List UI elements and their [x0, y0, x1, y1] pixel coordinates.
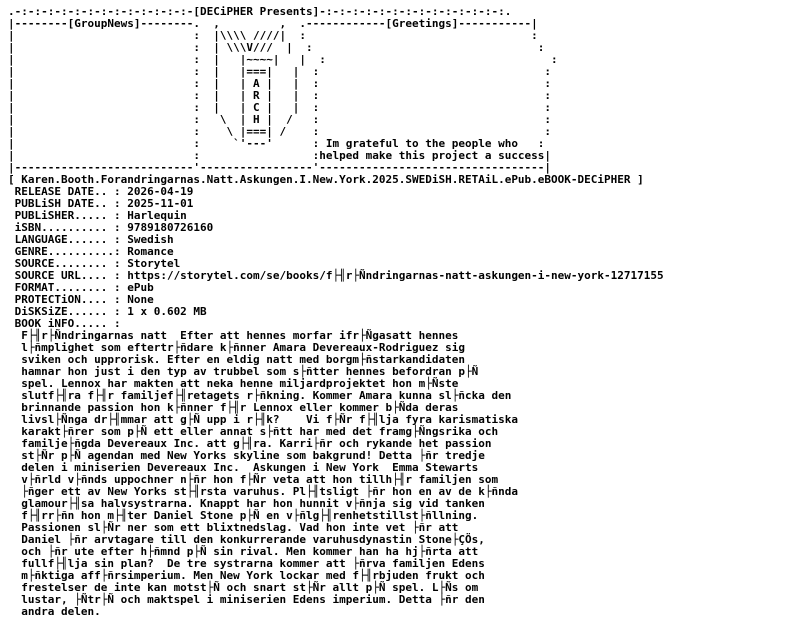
release-info-field: RELEASE DATE.. : 2026-04-19: [8, 185, 194, 198]
book-info-line: familje├ñgda Devereaux Inc. att g├╢ra. Karri├ñr och rykande het passion: [8, 437, 492, 450]
ascii-banner-line: |--------[GroupNews]--------. , , .------------[Greetings]-----------|: [8, 17, 538, 30]
book-info-line: Daniel ├ñr arvtagare till den konkurrerande varuhusdynastin Stone├ÇÖs,: [8, 533, 485, 546]
ascii-banner-line: | : `'---' : Im grateful to the people who :: [8, 137, 545, 150]
book-info-line: slutf├╢ra f├╢r familjef├╢retagets r├ñkning. Kommer Amara kunna sl├ñcka den: [8, 389, 512, 402]
book-info-line: m├ñktiga aff├ñrsimperium. Men New York lockar med f├╢rbjuden frukt och: [8, 569, 485, 582]
release-info-field: iSBN.......... : 9789180726160: [8, 221, 214, 234]
ascii-banner-line: | : | |===| | : :: [8, 65, 552, 78]
release-info-field: GENRE..........: Romance: [8, 245, 174, 258]
book-info-line: frestelser de inte kan motst├Ñ och snart st├Ñr allt p├Ñ spel. L├Ñs om: [8, 581, 479, 594]
book-info-line: delen i miniserien Devereaux Inc. Askungen i New York Emma Stewarts: [8, 461, 479, 474]
ascii-banner-line: | : \ |===| / : :: [8, 125, 552, 138]
book-info-line: och ├ñr ute efter h├ñmnd p├Ñ sin rival. Men kommer han ha hj├ñrta att: [8, 545, 479, 558]
ascii-banner-line: | : | | A | | : :: [8, 77, 552, 90]
ascii-banner-line: | : | \\\V/// | : :: [8, 41, 545, 54]
book-info-line: Passionen sl├Ñr ner som ett blixtnedslag. Vad hon inte vet ├ñr att: [8, 521, 459, 534]
book-info-line: lustar, ├Ñtr├Ñ och maktspel i miniserien Edens imperium. Detta ├ñr den: [8, 593, 485, 606]
book-info-line: sviken och upprorisk. Efter en eldig natt med borgm├ñstarkandidaten: [8, 353, 465, 366]
book-info-line: brinnande passion hon k├ñnner f├╢r Lennox eller kommer b├Ñda deras: [8, 401, 459, 414]
book-info-line: hamnar hon just i den typ av trubbel som s├ñtter hennes befordran p├Ñ: [8, 365, 479, 378]
release-info-field: FORMAT........ : ePub: [8, 281, 154, 294]
release-info-field: LANGUAGE...... : Swedish: [8, 233, 174, 246]
book-info-line: fullf├╢lja sin plan? De tre systrarna kommer att ├ñrva familjen Edens: [8, 557, 485, 570]
ascii-banner-line: .-:-:-:-:-:-:-:-:-:-:-:-:-:-[DECiPHER Presents]-:-:-:-:-:-:-:-:-:-:-:-:-:-:.: [8, 5, 512, 18]
release-info-field: SOURCE URL.... : https://storytel.com/se/books/f├╢r├Ñndringarnas-natt-askungen-i-new-york-12717155: [8, 269, 664, 282]
ascii-banner-line: | : | |~~~~| | : :: [8, 53, 558, 66]
release-info-field: BOOK iNFO..... :: [8, 317, 121, 330]
book-info-line: f├╢rr├ñn hon m├╢ter Daniel Stone p├Ñ en v├ñlg├╢renhetstillst├ñllning.: [8, 509, 479, 522]
ascii-banner-line: | : | | C | | : :: [8, 101, 552, 114]
book-info-line: andra delen.: [8, 605, 101, 618]
book-info-line: livsl├Ñnga dr├╢mmar att g├Ñ upp i r├╢k? Vi f├Ñr f├╢lja fyra karismatiska: [8, 413, 518, 426]
book-info-line: st├Ñr p├Ñ agendan med New Yorks skyline som bakgrund! Detta ├ñr tredje: [8, 449, 485, 462]
book-info-line: karakt├ñrer som p├Ñ ett eller annat s├ñtt har med det framg├Ñngsrika och: [8, 425, 499, 438]
release-info-field: PROTECTiON.... : None: [8, 293, 154, 306]
book-info-line: v├ñrld v├ñnds uppochner n├ñr hon f├Ñr veta att hon tillh├╢r familjen som: [8, 473, 499, 486]
book-info-line: l├ñmplighet som eftertr├ñdare k├ñnner Amara Devereaux-Rodriguez sig: [8, 341, 465, 354]
ascii-banner-line: | : |\\\\ ////| : :: [8, 29, 538, 42]
ascii-banner-line: | : | | R | | : :: [8, 89, 552, 102]
release-info-field: DiSKSiZE...... : 1 x 0.602 MB: [8, 305, 207, 318]
book-info-line: spel. Lennox har makten att neka henne miljardprojektet hon m├Ñste: [8, 377, 459, 390]
book-info-line: glamour├╢sa halvsystrarna. Knappt har hon hunnit v├ñnja sig vid tanken: [8, 497, 485, 510]
ascii-banner-line: | : :helped make this project a success|: [8, 149, 552, 162]
book-info-line: ├ñger ett av New Yorks st├╢rsta varuhus. Pl├╢tsligt ├ñr hon en av de k├ñnda: [8, 485, 518, 498]
release-name: [ Karen.Booth.Forandringarnas.Natt.Askungen.I.New.York.2025.SWEDiSH.RETAiL.ePub.eBOOK-DECiPHER ]: [8, 173, 644, 186]
release-info-field: SOURCE........ : Storytel: [8, 257, 181, 270]
ascii-banner-line: | : \ | H | / : :: [8, 113, 552, 126]
release-info-field: PUBLiSH DATE.. : 2025-11-01: [8, 197, 194, 210]
book-info-line: F├╢r├Ñndringarnas natt Efter att hennes morfar ifr├Ñgasatt hennes: [8, 329, 459, 342]
release-info-field: PUBLiSHER..... : Harlequin: [8, 209, 187, 222]
ascii-banner-line: |---------------------------'-----------------'----------------------------------|: [8, 161, 552, 174]
